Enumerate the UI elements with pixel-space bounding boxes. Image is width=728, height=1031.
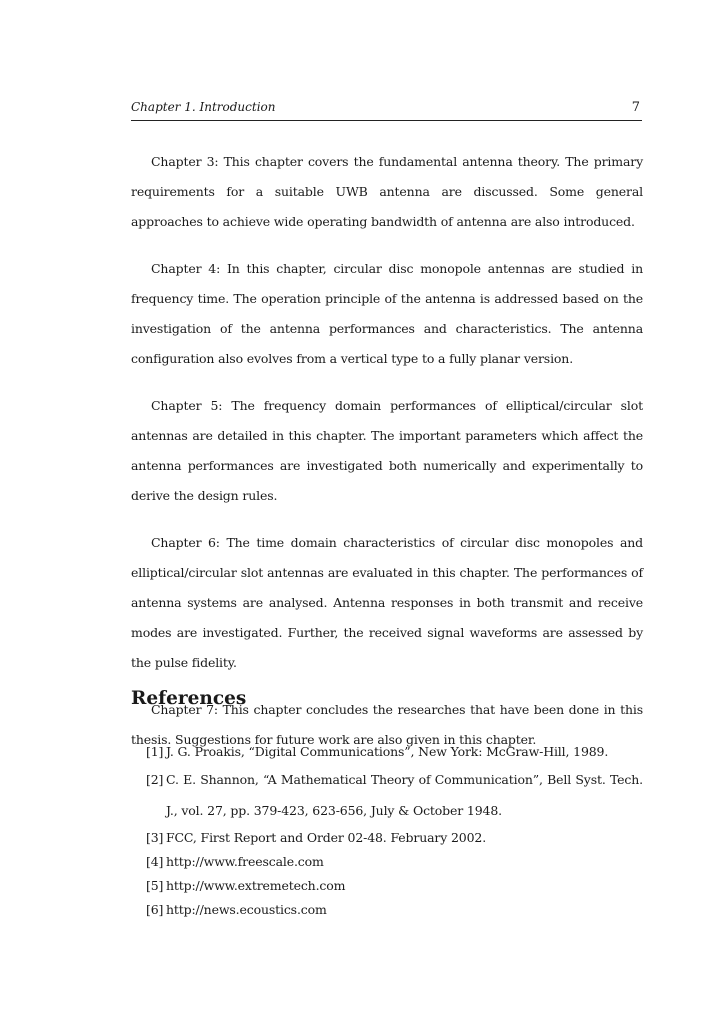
reference-item <box>146 740 643 764</box>
reference-number: [5] <box>146 878 164 893</box>
paragraph-chapter-5: Chapter 5: The frequency domain performances of elliptical/circular slot antennas are detailed in this chapter. The important parameters which affect the antenna performances are investigated both numerically and experimentally to derive the design rules. <box>131 398 643 503</box>
reference-number: [3] <box>146 830 164 845</box>
references-heading: References <box>131 688 247 709</box>
reference-number: [6] <box>146 902 164 917</box>
body-text <box>131 147 643 772</box>
reference-text: FCC, First Report and Order 02-48. February 2002. <box>166 830 487 845</box>
reference-item[interactable] <box>146 898 643 922</box>
reference-item <box>146 826 643 850</box>
reference-number: [4] <box>146 854 164 869</box>
reference-list <box>146 740 643 922</box>
reference-link[interactable]: http://www.extremetech.com <box>166 878 346 893</box>
reference-text: J. G. Proakis, “Digital Communications”, New York: McGraw-Hill, 1989. <box>166 744 609 759</box>
reference-item[interactable] <box>146 874 643 898</box>
reference-number: [2] <box>146 772 164 787</box>
paragraph-chapter-4: Chapter 4: In this chapter, circular disc monopole antennas are studied in frequency time. The operation principle of the antenna is addressed based on the investigation of the antenna performances and characteristics. The antenna configuration also evolves from a vertical type to a fully planar version. <box>131 261 643 366</box>
paragraph-chapter-3: Chapter 3: This chapter covers the fundamental antenna theory. The primary requirements for a suitable UWB antenna are discussed. Some general approaches to achieve wide operating bandwidth of antenna are also introduced. <box>131 154 643 229</box>
reference-link[interactable]: http://www.freescale.com <box>166 854 324 869</box>
running-header <box>131 98 642 121</box>
paragraph-chapter-7: Chapter 7: This chapter concludes the researches that have been done in this thesis. Suggestions for future work are also given in this chapter. <box>131 702 643 747</box>
paragraph-chapter-6: Chapter 6: The time domain characteristics of circular disc monopoles and elliptical/circular slot antennas are evaluated in this chapter. The performances of antenna systems are analysed. Antenna responses in both transmit and receive modes are investigated. Further, the received signal waveforms are assessed by the pulse fidelity. <box>131 535 643 670</box>
reference-item[interactable] <box>146 850 643 874</box>
reference-item <box>146 764 643 826</box>
reference-link[interactable]: http://news.ecoustics.com <box>166 902 327 917</box>
reference-number: [1] <box>146 744 164 759</box>
reference-text: C. E. Shannon, “A Mathematical Theory of Communication”, Bell Syst. Tech. J., vol. 27, pp. 379-423, 623-656, July & October 1948. <box>166 772 643 818</box>
header-chapter-title: Chapter 1. Introduction <box>131 100 276 114</box>
header-page-number: 7 <box>631 100 640 115</box>
